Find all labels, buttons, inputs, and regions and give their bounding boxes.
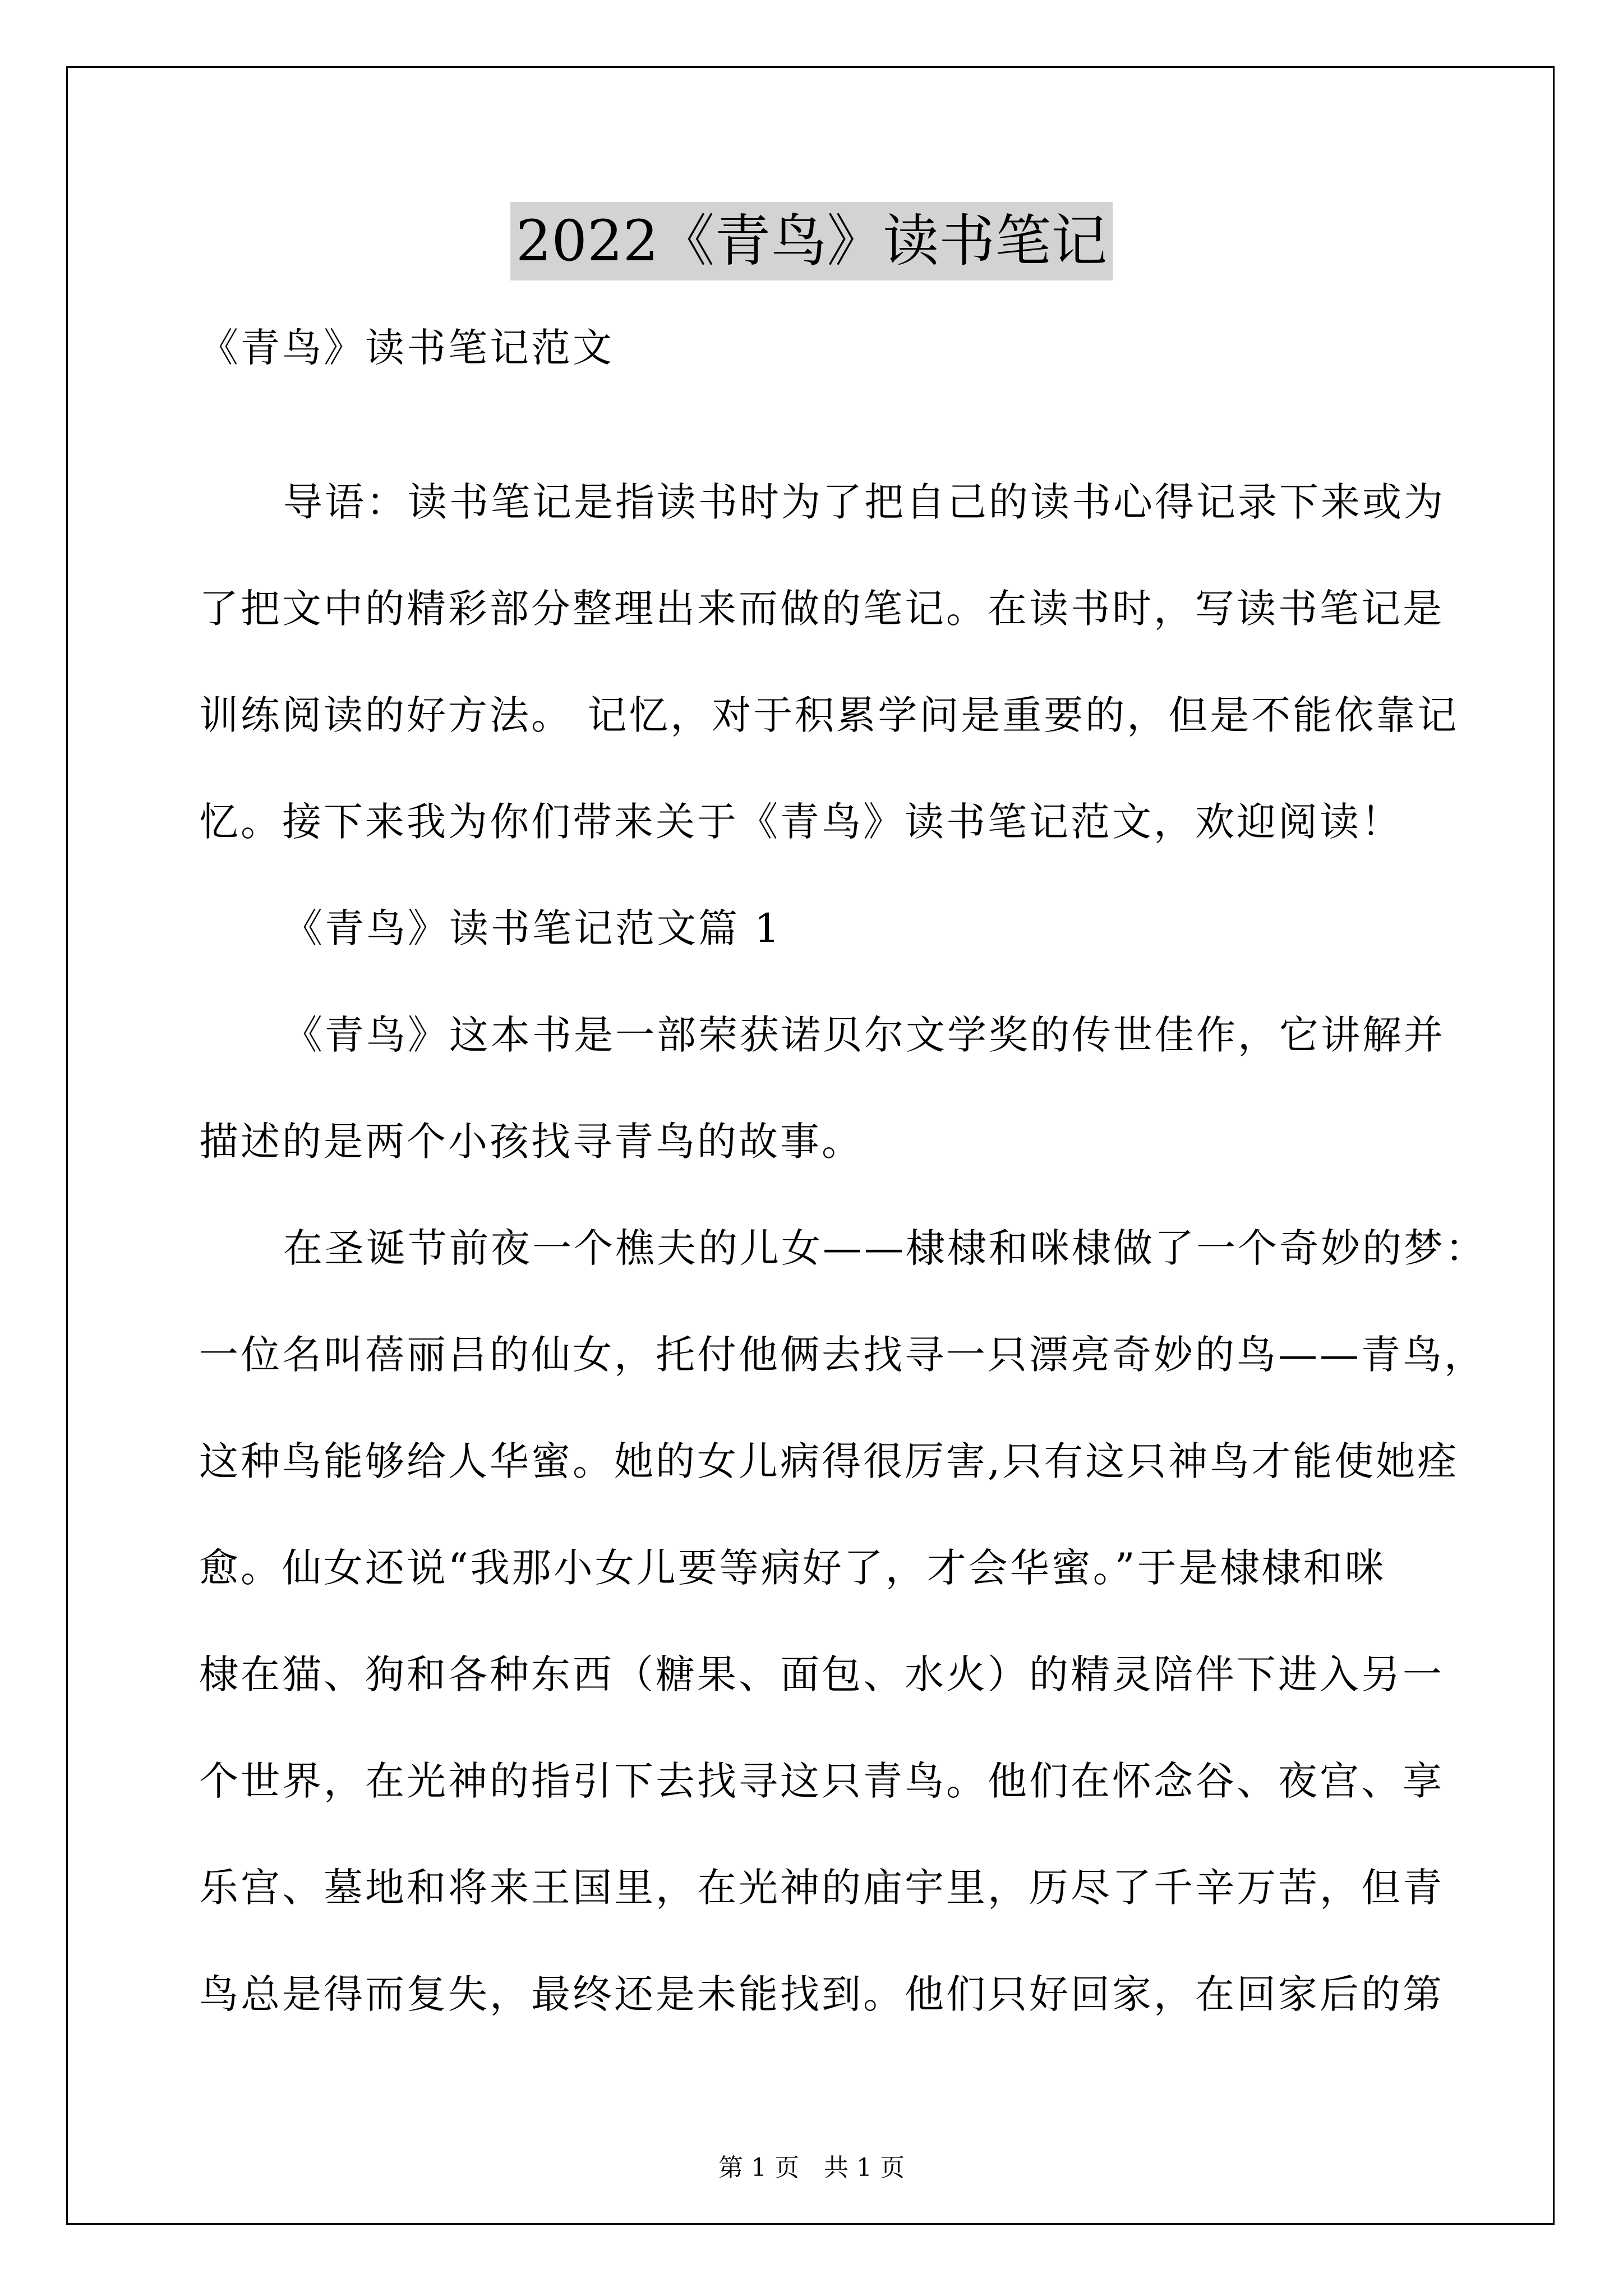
section-heading: 《青鸟》读书笔记范文篇 1	[283, 905, 782, 951]
paragraph-line: 在圣诞节前夜一个樵夫的儿女——棣棣和咪棣做了一个奇妙的梦：	[283, 1225, 1487, 1271]
paragraph-line: 个世界，在光神的指引下去找寻这只青鸟。他们在怀念谷、夜宫、享	[199, 1758, 1444, 1804]
paragraph-line: 导语：读书笔记是指读书时为了把自己的读书心得记录下来或为	[283, 479, 1445, 525]
paragraph-line: 乐宫、墓地和将来王国里，在光神的庙宇里，历尽了千辛万苦，但青	[199, 1865, 1444, 1911]
paragraph-line: 愈。仙女还说“我那小女儿要等病好了，才会华蜜。”于是棣棣和咪	[199, 1545, 1386, 1591]
paragraph-line: 《青鸟》这本书是一部荣获诺贝尔文学奖的传世佳作，它讲解并	[283, 1012, 1445, 1058]
document-body	[199, 449, 1487, 2047]
paragraph-line: 描述的是两个小孩找寻青鸟的故事。	[199, 1119, 863, 1165]
page-footer: 第 1 页 共 1 页	[718, 2154, 905, 2182]
paragraph-line: 训练阅读的好方法。 记忆，对于积累学问是重要的，但是不能依靠记	[199, 692, 1459, 738]
document-title: 2022《青鸟》读书笔记	[510, 202, 1113, 280]
document-subtitle: 《青鸟》读书笔记范文	[199, 325, 614, 371]
paragraph-line: 一位名叫蓓丽吕的仙女，托付他俩去找寻一只漂亮奇妙的鸟——青鸟，	[199, 1332, 1486, 1378]
paragraph-line: 忆。接下来我为你们带来关于《青鸟》读书笔记范文，欢迎阅读！	[199, 799, 1403, 845]
document-title-wrap	[0, 202, 1623, 280]
paragraph-line: 这种鸟能够给人华蜜。她的女儿病得很厉害,只有这只神鸟才能使她痊	[199, 1438, 1459, 1484]
paragraph-line: 棣在猫、狗和各种东西（糖果、面包、水火）的精灵陪伴下进入另一	[199, 1651, 1444, 1697]
paragraph-line: 鸟总是得而复失，最终还是未能找到。他们只好回家，在回家后的第	[199, 1971, 1444, 2017]
paragraph-line: 了把文中的精彩部分整理出来而做的笔记。在读书时，写读书笔记是	[199, 586, 1444, 632]
